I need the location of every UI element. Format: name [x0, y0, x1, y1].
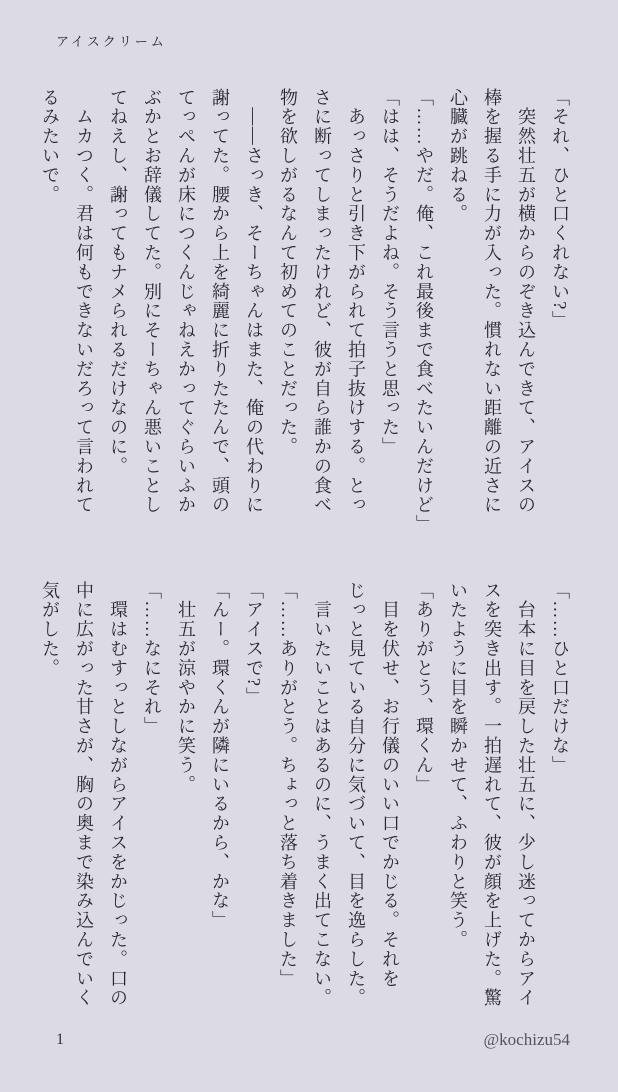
author-handle: @kochizu54 [483, 1030, 570, 1049]
text-line: 壮五が涼やかに笑う。 [176, 581, 196, 795]
text-line: 中に広がった甘さが、胸の奥まで染み込んでいく [74, 581, 94, 1008]
text-line: いたように目を瞬かせて、ふわりと笑う。 [448, 581, 468, 950]
text-line: 突然壮五が横からのぞき込んできて、アイスの [516, 88, 536, 515]
page-title: アイスクリーム [56, 34, 167, 49]
text-line: 棒を握る手に力が入った。慣れない距離の近さに [482, 88, 502, 515]
page-number: 1 [56, 1031, 64, 1048]
text-line: あっさりと引き下がられて拍子抜けする。とっ [346, 88, 366, 515]
text-line: 「……なにそれ」 [142, 581, 162, 737]
text-line: てっぺんが床につくんじゃねえかってぐらいふか [176, 88, 196, 515]
text-line: 「……ひと口だけな」 [550, 581, 570, 775]
text-line: 言いたいことはあるのに、うまく出てこない。 [312, 581, 332, 1008]
text-line: じっと見ている自分に気づいて、目を逸らした。 [346, 581, 366, 1008]
text-line: 「……ありがとう。ちょっと落ち着きました」 [278, 581, 298, 989]
text-line: るみたいで。 [40, 88, 60, 205]
story-block-top [33, 88, 577, 554]
text-line: 目を伏せ、お行儀のいい口でかじる。それを [380, 581, 400, 989]
story-block-bottom [33, 581, 577, 1031]
text-line: てねえし、謝ってもナメられるだけなのに。 [108, 88, 128, 476]
text-line: 謝ってた。腰から上を綺麗に折りたたんで、頭の [210, 88, 230, 515]
text-line: 「アイスで?」 [244, 581, 264, 707]
text-line: 「はは、そうだよね。そう言うと思った」 [380, 88, 400, 457]
text-line: 心臓が跳ねる。 [448, 88, 468, 224]
text-line: 物を欲しがるなんて初めてのことだった。 [278, 88, 298, 457]
text-line: 環はむすっとしながらアイスをかじった。口の [108, 581, 128, 1008]
text-line: さに断ってしまったけれど、彼が自ら誰かの食べ [312, 88, 332, 515]
text-line: 「……やだ。俺、これ最後まで食べたいんだけど」 [414, 88, 434, 535]
text-line: スを突き出す。一拍遅れて、彼が顔を上げた。驚 [482, 581, 502, 1008]
text-line: ムカつく。君は何もできないだろって言われて [74, 88, 94, 515]
text-line: 「それ、ひと口くれない?」 [550, 88, 570, 331]
page-footer [0, 1028, 618, 1058]
text-line: 台本に目を戻した壮五に、少し迷ってからアイ [516, 581, 536, 1008]
text-line: 「ありがとう、環くん」 [414, 581, 434, 795]
text-line: 「んー。環くんが隣にいるから、かな」 [210, 581, 230, 931]
text-line: 気がした。 [40, 581, 60, 678]
text-line: ぶかとお辞儀してた。別にそーちゃん悪いことし [142, 88, 162, 515]
text-line: ――さっき、そーちゃんはまた、俺の代わりに [244, 88, 264, 515]
